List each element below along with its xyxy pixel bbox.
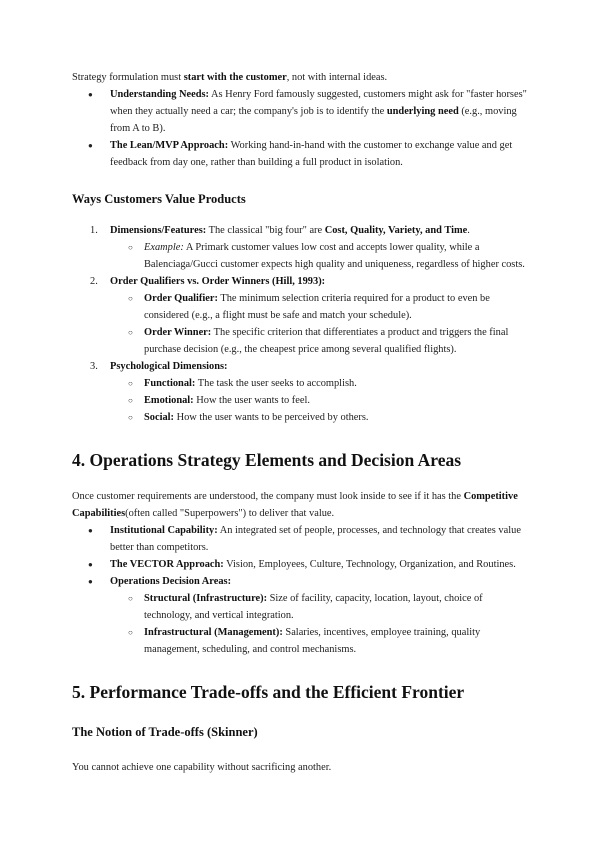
sub-item-social: ○ Social: How the user wants to be perceived by others. (72, 409, 532, 426)
bullet-vector-approach: ● The VECTOR Approach: Vision, Employees, Culture, Technology, Organization, and Routines. (72, 556, 532, 573)
heading-trade-offs: The Notion of Trade-offs (Skinner) (72, 725, 258, 739)
intro-bold: start with the customer (183, 72, 287, 83)
heading-section-4: 4. Operations Strategy Elements and Decision Areas (72, 450, 462, 470)
ways-numbered-list (72, 222, 532, 426)
intro-paragraph (72, 69, 532, 86)
bullet-operations-decision-areas: ● Operations Decision Areas: ○ Structural (Infrastructure): Size of facility, capacity, location, layout, choice of technology, and vertical integration. ○ Infrastructural (Management): Salaries, incentives, employee training, quality management, scheduling, and control mechanisms. (72, 573, 532, 658)
dimensions-sublist (110, 239, 532, 273)
heading-ways-customers-value: Ways Customers Value Products (72, 192, 246, 206)
customer-bullet-list (72, 86, 532, 171)
trade-offs-paragraph: You cannot achieve one capability without sacrificing another. (72, 762, 332, 773)
sub-item-infrastructural: ○ Infrastructural (Management): Salaries, incentives, employee training, quality management, scheduling, and control mechanisms. (72, 624, 532, 658)
bullet-understanding-needs: ● Understanding Needs: As Henry Ford famously suggested, customers might ask for "faster horses" when they actually need a car; the company's job is to identify the underlying need (e.g., moving from A to B). (72, 86, 532, 137)
decision-areas-sublist (110, 590, 532, 658)
list-item-dimensions: 1. Dimensions/Features: The classical "big four" are Cost, Quality, Variety, and Time. ○ Example: A Primark customer values low cost and accepts lower quality, while a Balenciaga/Gucci customer expects high quality and uniqueness, regardless of higher costs. (72, 222, 532, 273)
sub-item-order-winner: ○ Order Winner: The specific criterion that differentiates a product and triggers the final purchase decision (e.g., the cheapest price among several qualified flights). (72, 324, 532, 358)
sub-item-functional: ○ Functional: The task the user seeks to accomplish. (72, 375, 532, 392)
sub-item-example: ○ Example: A Primark customer values low cost and accepts lower quality, while a Balenciaga/Gucci customer expects high quality and uniqueness, regardless of higher costs. (72, 239, 532, 273)
bullet-institutional-capability: ● Institutional Capability: An integrated set of people, processes, and technology that creates value better than competitors. (72, 522, 532, 556)
heading-section-5: 5. Performance Trade-offs and the Efficient Frontier (72, 682, 465, 702)
list-item-psychological: 3. Psychological Dimensions: ○ Functional: The task the user seeks to accomplish. ○ Emotional: How the user wants to feel. ○ Social: How the user wants to be perceived by others. (72, 358, 532, 426)
document-page (72, 69, 532, 776)
list-item-order-qualifiers: 2. Order Qualifiers vs. Order Winners (Hill, 1993): ○ Order Qualifier: The minimum selection criteria required for a product to even be considered (e.g., a flight must be safe and match your schedule). ○ Order Winner: The specific criterion that differentiates a product and triggers the final purchase decision (e.g., the cheapest price among several qualified flights). (72, 273, 532, 358)
bullet-lean-mvp: ● The Lean/MVP Approach: Working hand-in-hand with the customer to exchange value and get feedback from day one, rather than building a full product in isolation. (72, 137, 532, 171)
order-sublist (110, 290, 532, 358)
section-4-paragraph: Once customer requirements are understood, the company must look inside to see if it has the Competitive Capabilities(often called "Superpowers") to deliver that value. (72, 491, 518, 519)
sub-item-order-qualifier: ○ Order Qualifier: The minimum selection criteria required for a product to even be considered (e.g., a flight must be safe and match your schedule). (72, 290, 532, 324)
psychological-sublist (110, 375, 532, 426)
intro-text-end: , not with internal ideas. (286, 72, 388, 83)
intro-text: Strategy formulation must (72, 72, 184, 83)
sub-item-emotional: ○ Emotional: How the user wants to feel. (72, 392, 532, 409)
sub-item-structural: ○ Structural (Infrastructure): Size of facility, capacity, location, layout, choice of technology, and vertical integration. (72, 590, 532, 624)
section-4-bullet-list (72, 522, 532, 658)
